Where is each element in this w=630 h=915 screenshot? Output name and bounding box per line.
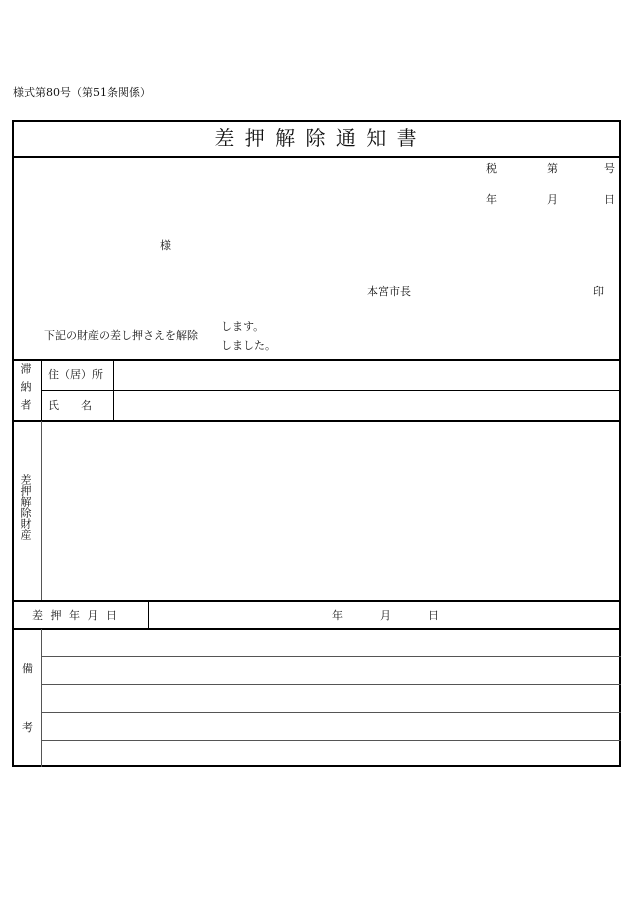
address-label: 住（居）所 [48,368,103,381]
name-label: 氏 名 [48,399,92,412]
seizure-date-month: 月 [380,609,391,622]
tax-number-dai: 第 [547,162,558,175]
form-number-label: 様式第80号（第51条関係） [13,86,151,99]
property-divider [12,600,621,602]
seizure-date-label: 差 押 年 月 日 [32,609,119,622]
date-month: 月 [547,193,558,206]
tax-label: 税 [486,162,497,175]
tax-number-go: 号 [604,162,615,175]
seizure-date-divider [12,628,621,630]
property-label: 差押解除財産 [19,474,32,540]
remarks-line-4 [41,740,621,741]
notice-option-past: しました。 [221,339,276,352]
issuer-name: 本宮市長 [367,285,411,298]
title-divider [12,156,621,158]
remarks-label-bottom: 考 [22,721,33,734]
form-frame [12,120,621,767]
notice-lead-text: 下記の財産の差し押さえを解除 [44,329,198,342]
remarks-line-2 [41,684,621,685]
property-col-line [41,421,42,601]
remarks-line-1 [41,656,621,657]
date-year: 年 [486,193,497,206]
seal-mark: 印 [593,285,604,298]
seizure-date-year: 年 [332,609,343,622]
taxpayer-group-label: 滞納者 [19,363,32,417]
form-title: 差 押 解 除 通 知 書 [214,126,419,150]
remarks-line-3 [41,712,621,713]
date-day: 日 [604,193,615,206]
header-divider [12,359,621,361]
seizure-date-col-line [148,601,149,629]
taxpayer-row-line [41,390,621,391]
notice-option-present: します。 [221,320,265,333]
remarks-label-top: 備 [22,662,33,675]
addressee-suffix: 様 [160,239,171,252]
taxpayer-divider [12,420,621,422]
remarks-col-line [41,629,42,767]
seizure-date-day: 日 [428,609,439,622]
